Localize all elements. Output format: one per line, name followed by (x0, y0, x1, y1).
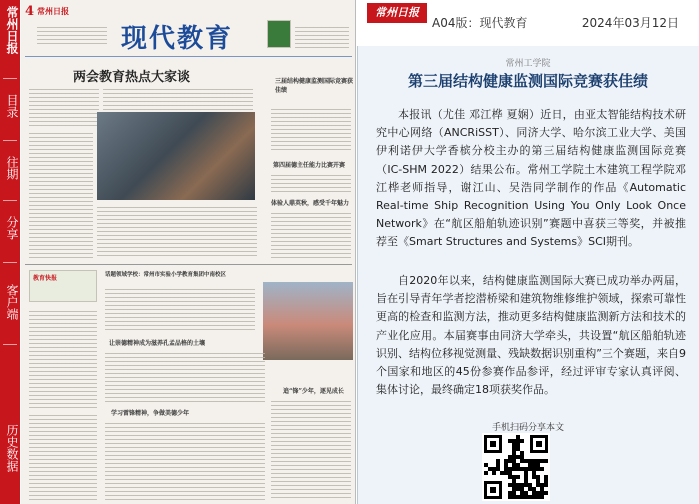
column-text (105, 420, 265, 500)
qr-module (544, 483, 548, 487)
brand-label: 常州日报 (5, 6, 19, 54)
qr-module (516, 475, 520, 479)
column-text (29, 308, 97, 408)
nav-item-client[interactable]: 客户端 (5, 284, 19, 320)
article-paragraph: 自2020年以来，结构健康监测国际大赛已成功举办两届，旨在引导青年学者挖潜桥梁和建筑物维修维护领域，探索可靠性更高的检查和监测方法，推动更多结构健康监测新方法和技术的产业化应用。本届赛事由同济大学牵头，共设置“航区船舶轨迹识别、结构位移视觉测量、残缺数据识别重构”三个赛题，来自9个国家和地区的45份参赛作品参评，经过评审专家认真评阅、集体讨论，最终确定18项获奖作品。 (376, 274, 686, 397)
feature-subhead: 让崇德精神成为滋养孔孟品格的土壤 (109, 340, 206, 347)
promo-label: 教育快报 (33, 275, 58, 282)
nav-divider (3, 262, 17, 263)
green-emblem (267, 20, 291, 48)
qr-module (492, 471, 496, 475)
masthead-rule (25, 56, 352, 57)
paper-logo: 常州日报 (367, 3, 427, 23)
page-number: 4 (25, 4, 35, 19)
nav-divider (3, 78, 17, 79)
article-paragraph: 本报讯（尤佳 邓江桦 夏娴）近日，由亚太智能结构技术研究中心网络（ANCRiSST）、同济大学、哈尔滨工业大学、美国伊利诺伊大学香槟分校主办的第三届结构健康监测国际竞赛（IC-SHM 2022）结果公布。常州工学院土木建筑工程学院邓江桦老师指导，谢江山、吴浩同学制作的作品《Automatic Real-time Ship Recognition Using You Only Look Once Network》在“航区船舶轨迹识别”赛题中喜获三等奖，并被推荐至《Smart Structures and Systems》SCI期刊。 (376, 108, 686, 249)
qr-module (544, 491, 548, 495)
qr-finder (484, 481, 502, 499)
nav-divider (3, 140, 17, 141)
qr-module (484, 471, 488, 475)
article-panel (357, 46, 699, 504)
column-text (271, 172, 351, 192)
paper-col-headline: 第四届德主任能力比赛开赛 (273, 162, 346, 169)
qr-module (544, 459, 548, 463)
paper-masthead: 现代教育 (121, 24, 234, 54)
qr-module (540, 495, 544, 499)
qr-module (540, 467, 544, 471)
column-text (105, 350, 265, 402)
feature-subhead: 学习雷锋精神，争做美德少年 (111, 410, 190, 417)
side-nav (0, 0, 20, 504)
nav-divider (3, 344, 17, 345)
nav-item-contents[interactable]: 目录 (5, 94, 19, 118)
column-text (105, 286, 255, 332)
promo-box (29, 270, 97, 302)
article-section: 常州工学院 (505, 59, 551, 69)
column-text (271, 210, 351, 260)
qr-finder (530, 435, 548, 453)
nav-item-history[interactable]: 历史数据 (5, 424, 19, 472)
paper-logo: 常州日报 (37, 6, 69, 16)
issue-date: 2024年03月12日 (581, 16, 679, 30)
article-title: 第三届结构健康监测国际竞赛获佳绩 (407, 72, 648, 90)
section-rule (25, 264, 352, 265)
issue-info-text (37, 24, 107, 46)
nav-divider (3, 200, 17, 201)
column-text (29, 130, 93, 260)
page-label: A04版：现代教育 (432, 16, 528, 30)
column-text (271, 106, 351, 152)
column-text (103, 86, 253, 110)
share-label: 手机扫码分享本文 (491, 423, 564, 433)
column-text (29, 412, 97, 500)
school-photo (263, 282, 353, 360)
column-text (29, 86, 99, 126)
nav-item-share[interactable]: 分享 (5, 216, 19, 240)
column-text (271, 398, 351, 498)
article-header (357, 0, 699, 46)
newspaper-page-thumbnail[interactable] (21, 0, 356, 504)
nav-item-archive[interactable]: 往期 (5, 156, 19, 180)
paper-col-headline: 三届结构健康监测国际竞赛获佳绩 (275, 78, 354, 94)
feature-subhead: 追“锋”少年，逐见成长 (283, 388, 344, 395)
column-text (97, 204, 257, 258)
qr-module (520, 439, 524, 443)
paper-lead-headline: 两会教育热点大家谈 (73, 70, 191, 85)
editor-info-text (295, 24, 349, 50)
classroom-photo (97, 112, 255, 200)
feature-headline: 话题领域学校：常州市实验小学教育集团中南校区 (105, 272, 227, 278)
qr-code[interactable] (482, 433, 550, 501)
qr-finder (484, 435, 502, 453)
paper-col-headline: 体验人鼎英秋，感受千年魅力 (271, 200, 350, 207)
